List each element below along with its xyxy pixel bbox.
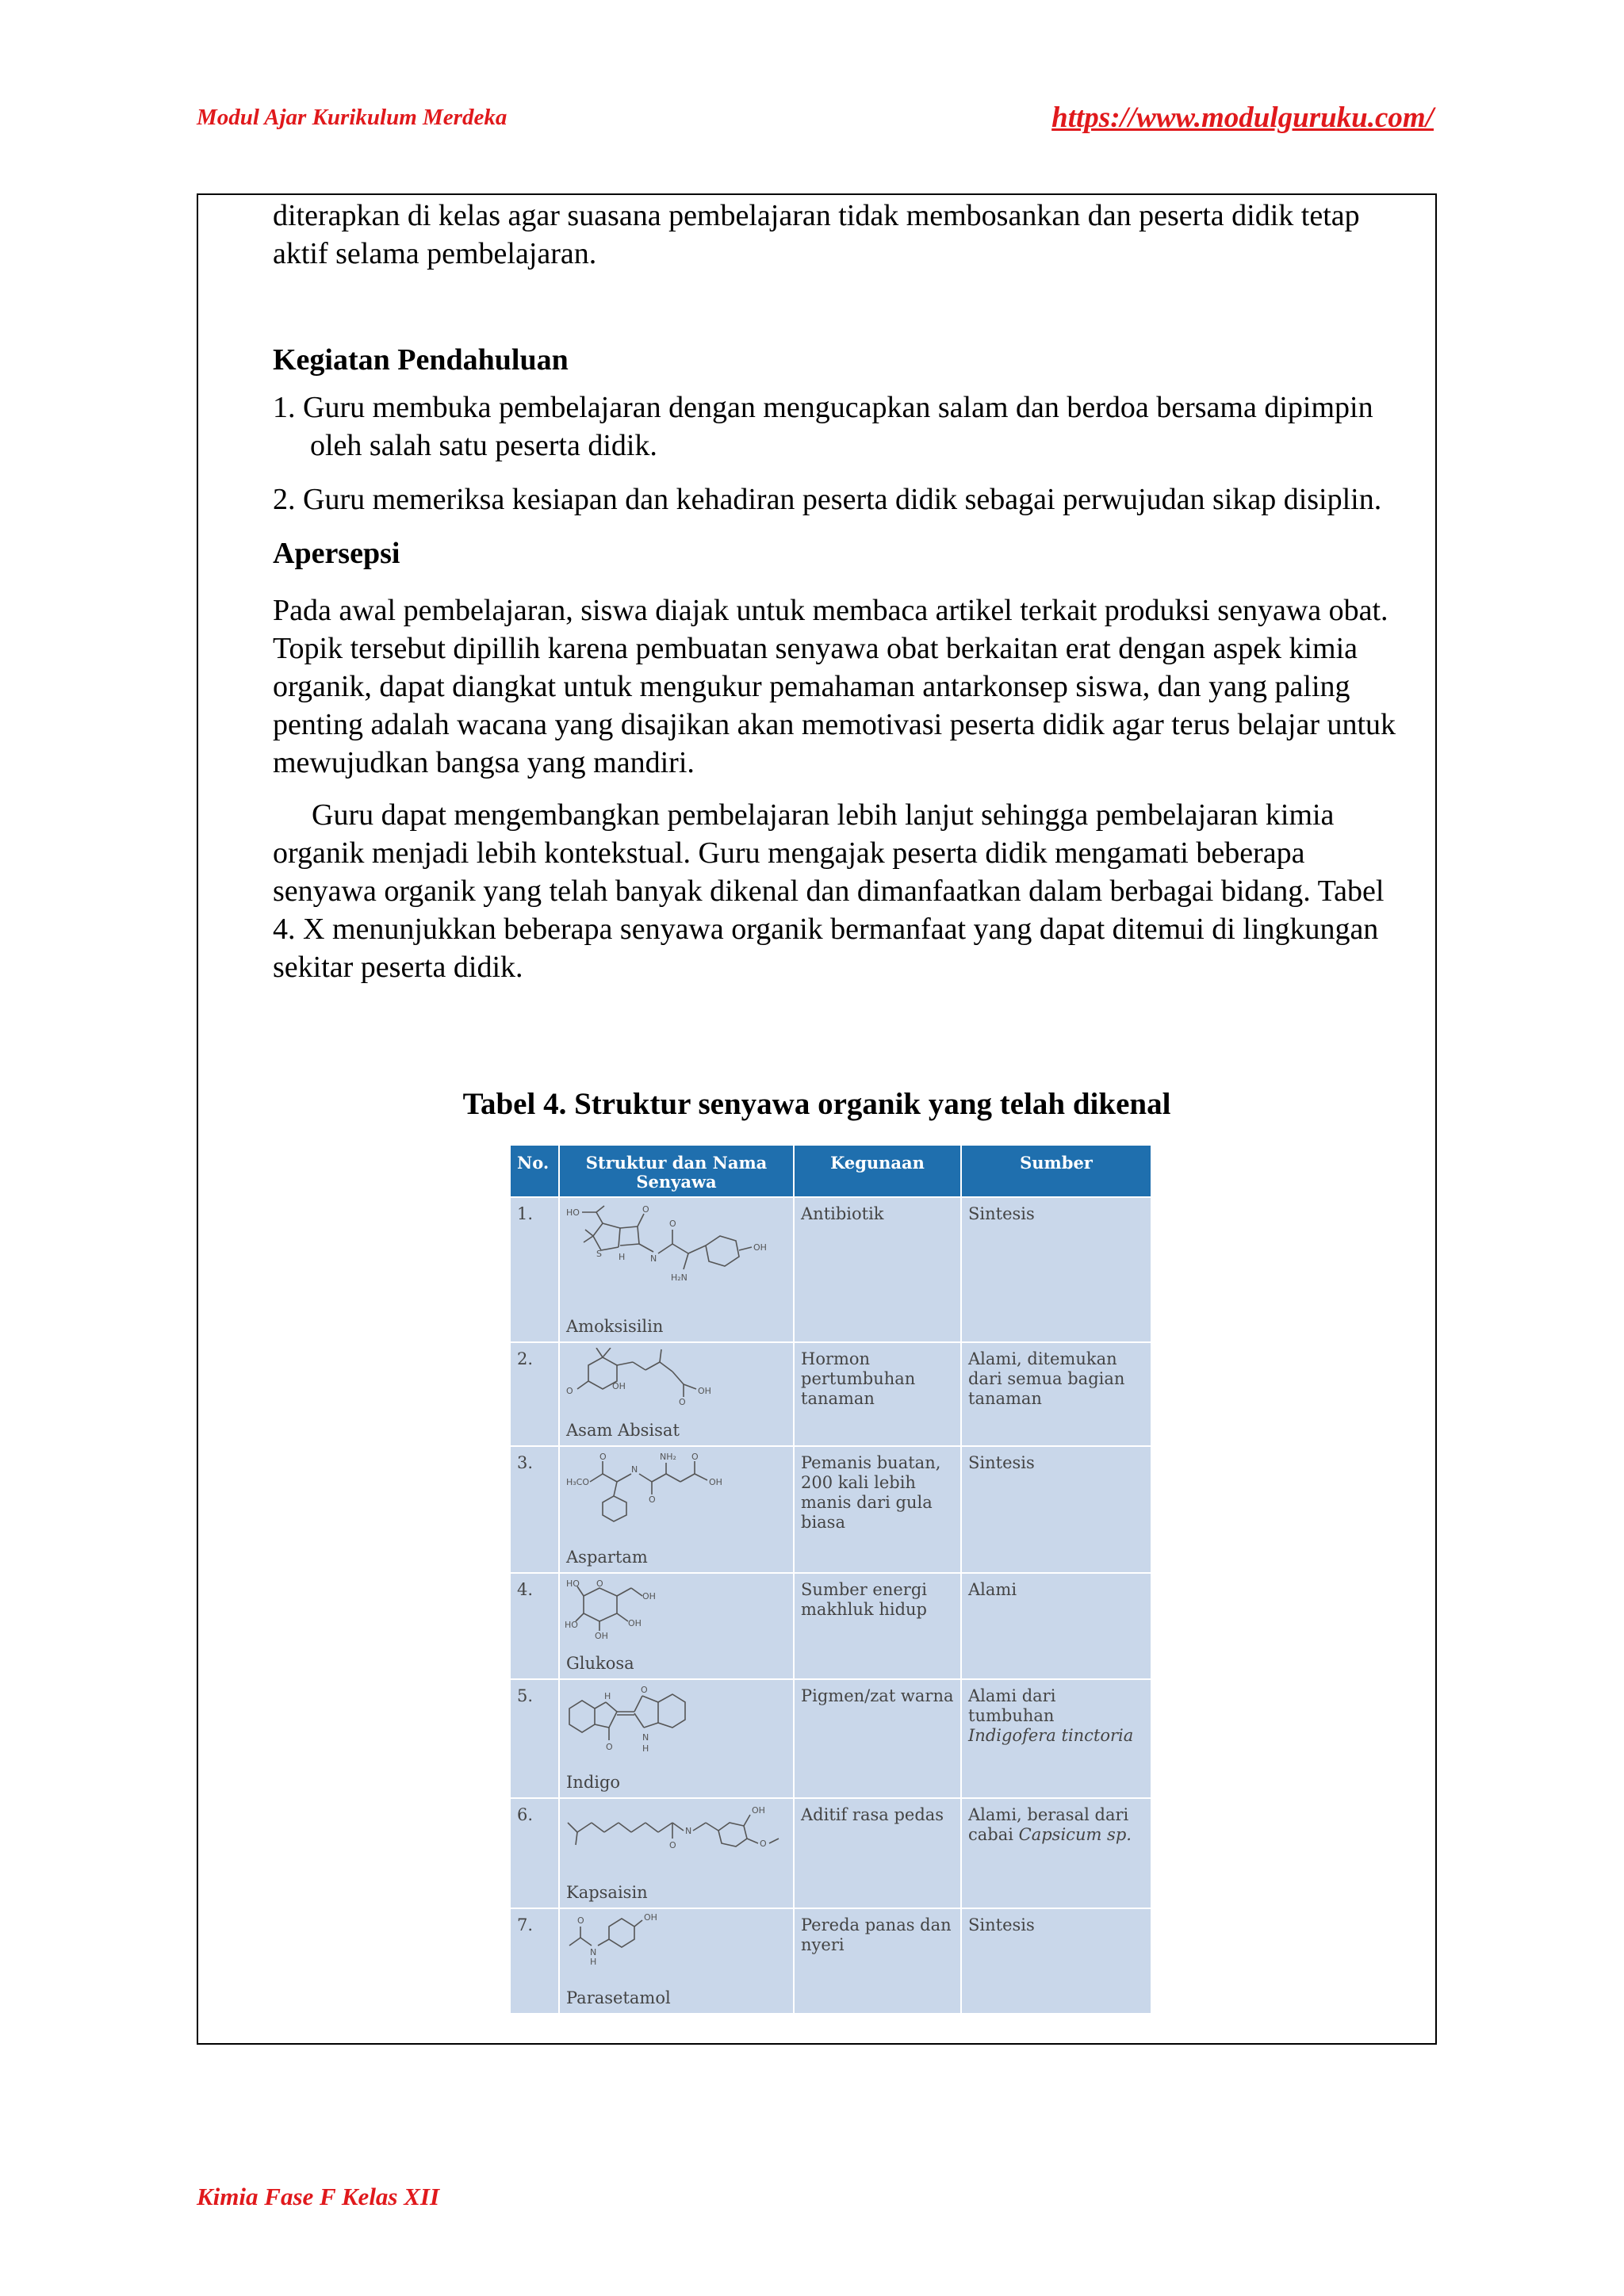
- svg-text:NH₂: NH₂: [660, 1452, 676, 1462]
- svg-text:O: O: [596, 1578, 603, 1589]
- svg-text:HO: HO: [565, 1620, 578, 1630]
- svg-text:N: N: [642, 1732, 649, 1743]
- source-text: Alami, berasal dari cabai: [968, 1805, 1129, 1844]
- source-cell: [961, 1679, 1151, 1798]
- table-caption: Tabel 4. Struktur senyawa organik yang telah dikenal: [462, 1087, 1171, 1121]
- svg-text:N: N: [650, 1253, 657, 1264]
- svg-text:OH: OH: [753, 1242, 767, 1253]
- paracetamol-structure-image: [565, 1914, 787, 1973]
- svg-text:OH: OH: [628, 1618, 642, 1628]
- abscisic-acid-structure-image: [565, 1348, 787, 1405]
- row-number: 4.: [510, 1573, 559, 1679]
- structure-cell: [559, 1342, 794, 1446]
- source-text: Alami dari tumbuhan: [968, 1686, 1056, 1725]
- table-row: [510, 1798, 1151, 1908]
- svg-text:H: H: [604, 1691, 611, 1701]
- svg-text:O: O: [577, 1915, 584, 1926]
- svg-text:O: O: [679, 1397, 686, 1405]
- svg-text:H₃CO: H₃CO: [566, 1477, 590, 1487]
- source-cell: Alami, ditemukan dari semua bagian tanaman: [961, 1342, 1151, 1446]
- svg-text:OH: OH: [612, 1381, 626, 1391]
- header-module-title: Modul Ajar Kurikulum Merdeka: [197, 105, 508, 130]
- compound-name: Amoksisilin: [566, 1317, 664, 1336]
- col-header-use: Kegunaan: [794, 1145, 961, 1197]
- svg-text:N: N: [685, 1826, 692, 1836]
- svg-text:O: O: [606, 1742, 613, 1752]
- structure-cell: [559, 1446, 794, 1573]
- col-header-source: Sumber: [961, 1145, 1151, 1197]
- amoxicillin-structure-image: [565, 1203, 787, 1299]
- structure-cell: [559, 1573, 794, 1679]
- svg-text:H: H: [619, 1252, 626, 1262]
- aspartame-structure-image: [565, 1452, 787, 1531]
- svg-text:O: O: [669, 1840, 676, 1850]
- svg-text:O: O: [691, 1452, 699, 1462]
- svg-text:H₂N: H₂N: [671, 1272, 688, 1283]
- svg-text:O: O: [669, 1219, 676, 1229]
- row-number: 5.: [510, 1679, 559, 1798]
- row-number: 2.: [510, 1342, 559, 1446]
- table-row: [510, 1573, 1151, 1679]
- row-number: 1.: [510, 1197, 559, 1342]
- species-name: Capsicum sp.: [1018, 1825, 1132, 1844]
- compound-name: Kapsaisin: [566, 1883, 648, 1902]
- footer-subject: Kimia Fase F Kelas XII: [197, 2183, 440, 2210]
- row-number: 7.: [510, 1908, 559, 2014]
- source-cell: Sintesis: [961, 1908, 1151, 2014]
- svg-text:H: H: [642, 1743, 649, 1754]
- svg-text:N: N: [631, 1464, 638, 1475]
- compound-table: [509, 1144, 1152, 2015]
- source-cell: Sintesis: [961, 1197, 1151, 1342]
- svg-text:O: O: [599, 1452, 607, 1462]
- list-item: 2. Guru memeriksa kesiapan dan kehadiran peserta didik sebagai perwujudan sikap disiplin.: [273, 483, 1382, 516]
- main-content: [273, 193, 1399, 986]
- apersepsi-paragraph-1: Pada awal pembelajaran, siswa diajak untuk membaca artikel terkait produksi senyawa obat. Topik tersebut dipillih karena pembuatan senyawa obat berkaitan erat dengan aspek kimia organik, dapat diangkat untuk mengukur pemahaman antarkonsep siswa, dan yang paling penting adalah wacana yang disajikan akan memotivasi peserta didik agar terus belajar untuk mewujudkan bangsa yang mandiri.: [273, 594, 1396, 779]
- svg-text:OH: OH: [752, 1805, 765, 1816]
- svg-text:S: S: [596, 1249, 602, 1259]
- compound-name: Indigo: [566, 1773, 621, 1792]
- compound-name: Asam Absisat: [566, 1421, 680, 1440]
- use-cell: Hormon pertumbuhan tanaman: [794, 1342, 961, 1446]
- source-cell: Sintesis: [961, 1446, 1151, 1573]
- capsaicin-structure-image: [565, 1804, 787, 1867]
- svg-text:HO: HO: [566, 1578, 580, 1589]
- indigo-structure-image: [565, 1685, 787, 1756]
- list-item: 1. Guru membuka pembelajaran dengan mengucapkan salam dan berdoa bersama dipimpin oleh salah satu peserta didik.: [273, 391, 1373, 462]
- svg-text:O: O: [649, 1494, 656, 1505]
- header-website-link[interactable]: https://www.modulguruku.com/: [1051, 101, 1434, 134]
- compound-name: Parasetamol: [566, 1988, 671, 2007]
- table-header-row: [510, 1145, 1151, 1197]
- svg-text:OH: OH: [644, 1914, 657, 1923]
- table-row: [510, 1446, 1151, 1573]
- svg-text:O: O: [642, 1204, 649, 1215]
- source-cell: Alami: [961, 1573, 1151, 1679]
- species-name: Indigofera tinctoria: [968, 1726, 1134, 1745]
- row-number: 6.: [510, 1798, 559, 1908]
- col-header-no: No.: [510, 1145, 559, 1197]
- apersepsi-paragraph-2: Guru dapat mengembangkan pembelajaran lebih lanjut sehingga pembelajaran kimia organik menjadi lebih kontekstual. Guru mengajak peserta didik mengamati beberapa senyawa organik yang telah banyak dikenal dan dimanfaatkan dalam berbagai bidang. Tabel 4. X menunjukkan beberapa senyawa organik bermanfaat yang dapat ditemui di lingkungan sekitar peserta didik.: [273, 798, 1385, 984]
- table-row: [510, 1197, 1151, 1342]
- structure-cell: [559, 1798, 794, 1908]
- glucose-structure-image: [565, 1578, 787, 1642]
- use-cell: Aditif rasa pedas: [794, 1798, 961, 1908]
- svg-text:OH: OH: [709, 1477, 722, 1487]
- table-row: [510, 1679, 1151, 1798]
- svg-text:H: H: [590, 1957, 597, 1967]
- svg-text:O: O: [641, 1685, 648, 1695]
- svg-text:OH: OH: [698, 1386, 711, 1396]
- col-header-structure: Struktur dan Nama Senyawa: [559, 1145, 794, 1197]
- use-cell: Pigmen/zat warna: [794, 1679, 961, 1798]
- use-cell: Antibiotik: [794, 1197, 961, 1342]
- source-cell: [961, 1798, 1151, 1908]
- row-number: 3.: [510, 1446, 559, 1573]
- svg-text:OH: OH: [642, 1591, 656, 1601]
- structure-cell: [559, 1197, 794, 1342]
- use-cell: Sumber energi makhluk hidup: [794, 1573, 961, 1679]
- table-row: [510, 1342, 1151, 1446]
- structure-cell: [559, 1908, 794, 2014]
- use-cell: Pemanis buatan, 200 kali lebih manis dari gula biasa: [794, 1446, 961, 1573]
- heading-apersepsi: Apersepsi: [273, 537, 400, 570]
- heading-kegiatan-pendahuluan: Kegiatan Pendahuluan: [273, 343, 569, 377]
- compound-name: Glukosa: [566, 1654, 634, 1673]
- svg-text:O: O: [760, 1839, 767, 1849]
- structure-cell: [559, 1679, 794, 1798]
- table-row: [510, 1908, 1151, 2014]
- compound-name: Aspartam: [566, 1548, 648, 1567]
- svg-text:HO: HO: [566, 1207, 580, 1218]
- svg-text:OH: OH: [595, 1631, 608, 1641]
- svg-text:N: N: [590, 1947, 597, 1957]
- use-cell: Pereda panas dan nyeri: [794, 1908, 961, 2014]
- svg-text:O: O: [566, 1386, 573, 1396]
- intro-text: diterapkan di kelas agar suasana pembelajaran tidak membosankan dan peserta didik tetap aktif selama pembelajaran.: [273, 199, 1360, 270]
